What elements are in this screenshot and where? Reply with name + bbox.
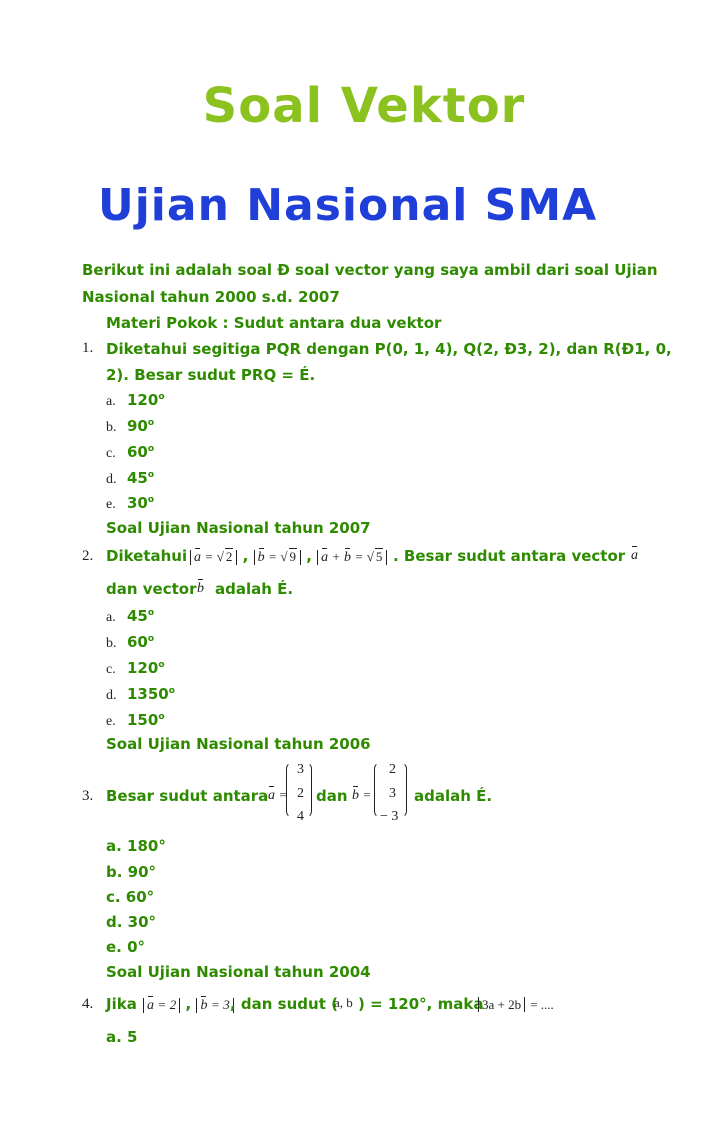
question-3-vector-b-label: b = (352, 787, 372, 803)
question-4-prefix: Jika (106, 995, 137, 1013)
question-2-end-var: a (631, 548, 638, 563)
question-4-mid: , dan sudut ( (230, 995, 338, 1013)
option-letter: e. (106, 497, 116, 512)
question-3-vector-a-label: a = (268, 787, 288, 803)
matrix-entry: 3 (389, 786, 396, 801)
option-letter: a. (106, 394, 116, 409)
question-3-source: Soal Ujian Nasional tahun 2004 (106, 963, 371, 981)
question-1-line-2: 2). Besar sudut PRQ = É. (106, 366, 316, 384)
option-value: 90$^o$ (127, 417, 155, 435)
matrix-entry: 2 (389, 762, 396, 777)
matrix-entry: − 3 (380, 809, 399, 824)
option: c. 60° (106, 888, 155, 906)
question-3-number: 3. (82, 788, 94, 804)
question-3-prefix: Besar sudut antara (106, 787, 269, 805)
question-2-line-2-var: b (197, 581, 204, 596)
option: e. 0° (106, 938, 146, 956)
option: a. 5 (106, 1028, 138, 1046)
question-2-line-2a: dan vector (106, 580, 197, 598)
document-title: Soal Vektor (202, 78, 526, 134)
question-4-expression: 3a + 2b = .... (478, 994, 554, 1013)
document-subtitle: Ujian Nasional SMA (98, 180, 598, 231)
matrix-entry: 2 (297, 786, 304, 801)
option-letter: a. (106, 610, 116, 625)
option-value: 30$^o$ (127, 494, 155, 512)
option-letter: e. (106, 714, 116, 729)
option-value: 120$^o$ (127, 391, 165, 409)
option-letter: d. (106, 472, 117, 487)
matrix-entry: 4 (297, 809, 304, 824)
question-3-suffix: adalah É. (414, 787, 493, 805)
question-2-line-2b: adalah É. (215, 580, 294, 598)
question-2-suffix: . Besar sudut antara vector (393, 547, 626, 565)
option-value: 120$^o$ (127, 659, 165, 677)
question-4-number: 4. (82, 996, 94, 1012)
question-2-source: Soal Ujian Nasional tahun 2006 (106, 735, 371, 753)
option-value: 1350$^o$ (127, 685, 175, 703)
option-letter: b. (106, 420, 117, 435)
question-2-prefix: Diketahui (106, 547, 188, 565)
question-2-math-1: a = √ 2 , b = √ 9 , a + b = √ 5 (190, 546, 387, 566)
option-letter: d. (106, 688, 117, 703)
option-letter: c. (106, 446, 116, 461)
option-value: 45$^o$ (127, 607, 155, 625)
option-value: 150$^o$ (127, 711, 165, 729)
intro-line-2: Nasional tahun 2000 s.d. 2007 (82, 288, 340, 306)
option-value: 45$^o$ (127, 469, 155, 487)
option-letter: c. (106, 662, 116, 677)
option-letter: b. (106, 636, 117, 651)
question-4-math-1: a = 2 , b = 3 (143, 994, 234, 1014)
option-value: 60$^o$ (127, 633, 155, 651)
question-4-mid-2: ) = 120°, maka (358, 995, 484, 1013)
question-1-number: 1. (82, 340, 94, 356)
option-value: 60$^o$ (127, 443, 155, 461)
option: b. 90° (106, 863, 157, 881)
question-1-source: Soal Ujian Nasional tahun 2007 (106, 519, 371, 537)
intro-line-1: Berikut ini adalah soal Đ soal vector yang saya ambil dari soal Ujian (82, 261, 658, 279)
option: d. 30° (106, 913, 157, 931)
question-3-mid: dan (316, 787, 348, 805)
question-2-number: 2. (82, 548, 94, 564)
question-4-pair: a, b (334, 995, 353, 1010)
topic-heading: Materi Pokok : Sudut antara dua vektor (106, 314, 442, 332)
option: a. 180° (106, 837, 166, 855)
matrix-entry: 3 (297, 762, 304, 777)
question-1-line-1: Diketahui segitiga PQR dengan P(0, 1, 4), Q(2, Đ3, 2), dan R(Đ1, 0, (106, 340, 672, 358)
